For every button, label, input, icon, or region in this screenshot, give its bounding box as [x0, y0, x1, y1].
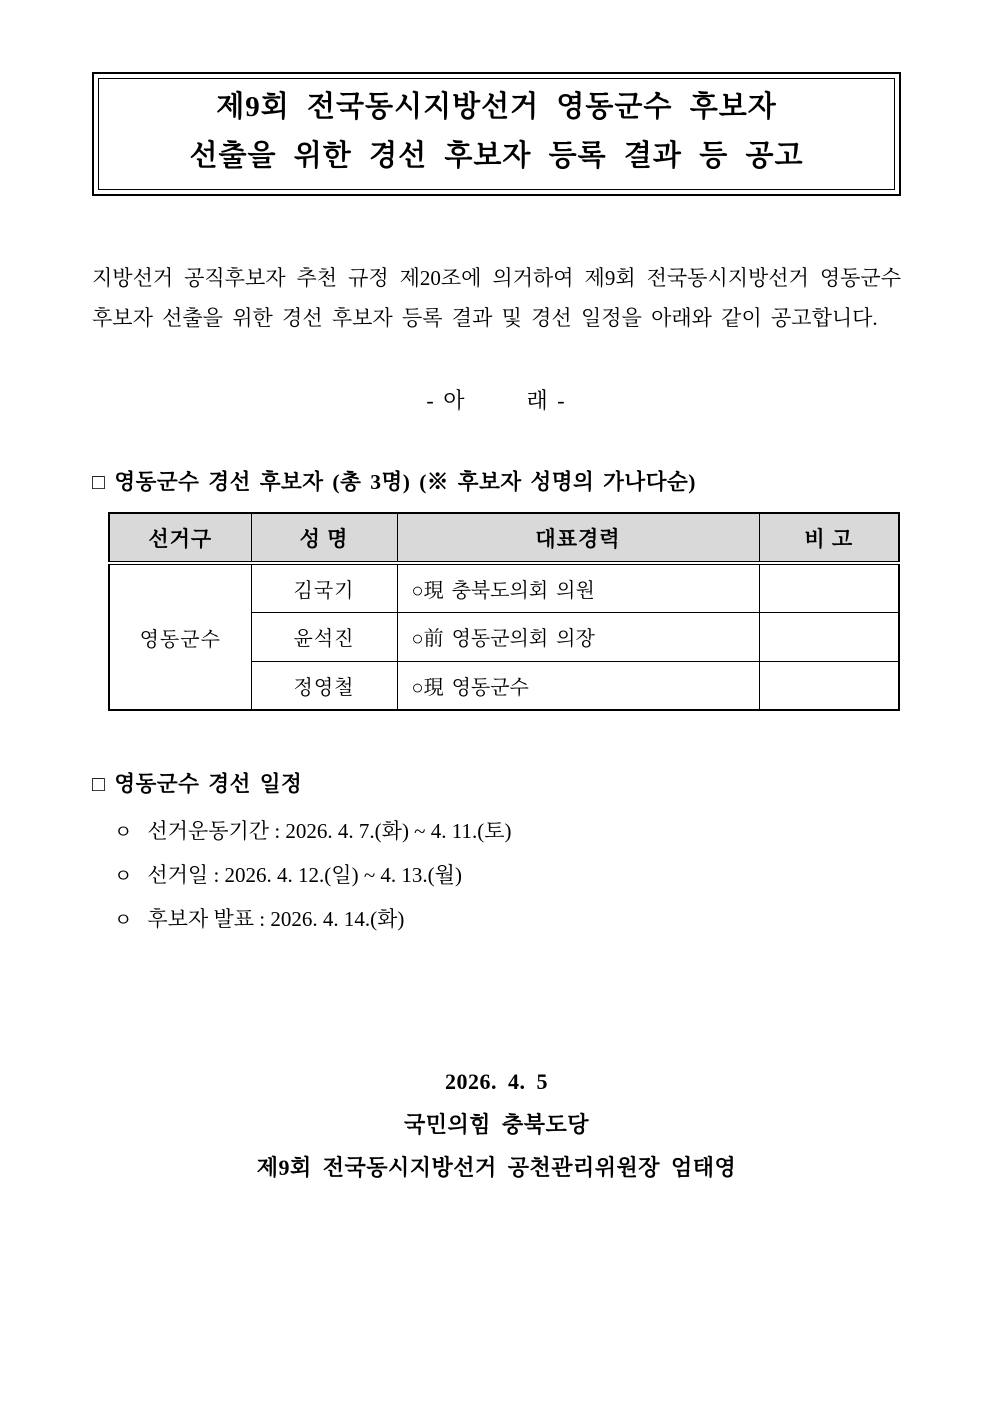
- title-box-inner: [98, 78, 895, 190]
- candidates-section-heading: □ 영동군수 경선 후보자 (총 3명) (※ 후보자 성명의 가나다순): [92, 470, 696, 494]
- candidates-table-header: [109, 513, 899, 563]
- column-header-career: 대표경력: [397, 513, 759, 563]
- candidate-career-cell: ○現 영동군수: [397, 661, 759, 710]
- candidate-note-cell: [759, 661, 899, 710]
- schedule-item-text: 후보자 발표 : 2026. 4. 14.(화): [147, 907, 405, 931]
- candidate-name-cell: 윤석진: [251, 612, 397, 661]
- district-cell: 영동군수: [109, 563, 251, 710]
- schedule-item-campaign-period: [114, 810, 901, 854]
- signer-title-and-name: 제9회 전국동시지방선거 공천관리위원장 엄태영: [256, 1155, 737, 1180]
- document-title-line-2: 선출을 위한 경선 후보자 등록 결과 등 공고: [189, 140, 804, 172]
- below-divider: - 아 래 -: [426, 388, 567, 413]
- schedule-item-text: 선거운동기간 : 2026. 4. 7.(화) ~ 4. 11.(토): [147, 819, 512, 843]
- column-header-district: 선거구: [109, 513, 251, 563]
- candidate-note-cell: [759, 612, 899, 661]
- table-header-row: [109, 513, 899, 563]
- candidates-table: [108, 512, 900, 711]
- candidate-career-cell: ○現 충북도의회 의원: [397, 563, 759, 612]
- column-header-note: 비 고: [759, 513, 899, 563]
- announcement-date: 2026. 4. 5: [445, 1069, 548, 1094]
- schedule-item-election-day: [114, 854, 901, 898]
- schedule-item-result-announcement: [114, 898, 901, 942]
- schedule-item-text: 선거일 : 2026. 4. 12.(일) ~ 4. 13.(월): [147, 863, 462, 887]
- issuing-organization: 국민의힘 충북도당: [403, 1112, 590, 1137]
- table-row: [109, 563, 899, 612]
- candidate-name-cell: 정영철: [251, 661, 397, 710]
- schedule-list: [92, 810, 901, 942]
- candidate-name-cell: 김국기: [251, 563, 397, 612]
- signature-block: [92, 1060, 901, 1189]
- circle-bullet-icon: ㅇ: [114, 910, 133, 931]
- document-title-line-1: 제9회 전국동시지방선거 영동군수 후보자: [216, 91, 777, 123]
- intro-paragraph: 지방선거 공직후보자 추천 규정 제20조에 의거하여 제9회 전국동시지방선거 영동군수 후보자 선출을 위한 경선 후보자 등록 결과 및 경선 일정을 아래와 같이 공고합니다.: [92, 266, 901, 330]
- title-box: [92, 72, 901, 196]
- column-header-name: 성 명: [251, 513, 397, 563]
- candidates-table-body: [109, 563, 899, 710]
- circle-bullet-icon: ㅇ: [114, 822, 133, 843]
- circle-bullet-icon: ㅇ: [114, 866, 133, 887]
- schedule-section-heading: □ 영동군수 경선 일정: [92, 772, 303, 796]
- candidate-note-cell: [759, 563, 899, 612]
- candidate-career-cell: ○前 영동군의회 의장: [397, 612, 759, 661]
